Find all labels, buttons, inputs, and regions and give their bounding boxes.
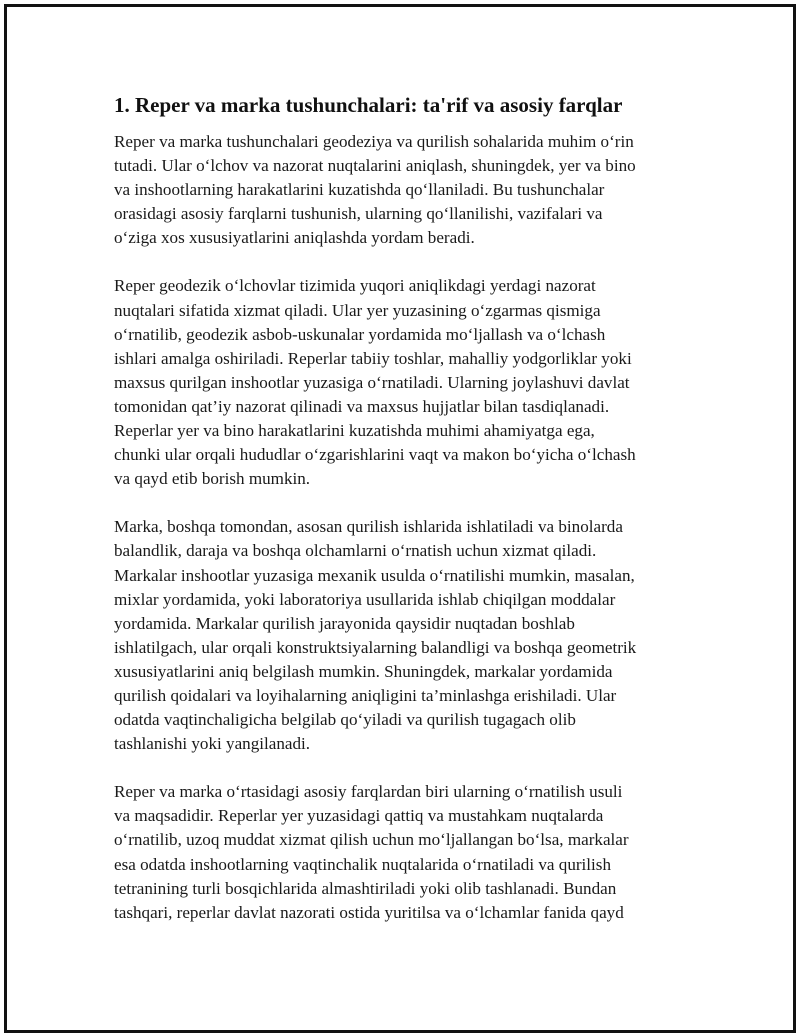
paragraph-list <box>114 130 686 925</box>
text-line: o‘ziga xos xususiyatlarini aniqlashda yordam beradi. <box>114 228 475 248</box>
text-line: chunki ular orqali hududlar o‘zgarishlarini vaqt va makon bo‘yicha o‘lchash <box>114 445 636 465</box>
text-line: ishlatilgach, ular orqali konstruktsiyalarning balandligi va boshqa geometrik <box>114 637 637 657</box>
text-line: mixlar yordamida, yoki laboratoriya usullarida ishlab chiqilgan moddalar <box>114 589 616 609</box>
text-line: tashqari, reperlar davlat nazorati ostida yuritilsa va o‘lchamlar fanida qayd <box>114 902 624 922</box>
text-line: Marka, boshqa tomondan, asosan qurilish ishlarida ishlatiladi va binolarda <box>114 517 623 537</box>
section-heading: 1. Reper va marka tushunchalari: ta'rif va asosiy farqlar <box>114 93 623 117</box>
text-line: o‘rnatilib, uzoq muddat xizmat qilish uchun mo‘ljallangan bo‘lsa, markalar <box>114 830 629 850</box>
text-line: odatda vaqtinchaligicha belgilab qo‘yiladi va qurilish tugagach olib <box>114 710 576 730</box>
text-line: xususiyatlarini aniq belgilash mumkin. Shuningdek, markalar yordamida <box>114 661 613 681</box>
text-line: tutadi. Ular o‘lchov va nazorat nuqtalarini aniqlash, shuningdek, yer va bino <box>114 156 636 176</box>
document-body <box>114 91 686 949</box>
text-line: Reperlar yer va bino harakatlarini kuzatishda muhimi ahamiyatga ega, <box>114 421 595 441</box>
text-line: nuqtalari sifatida xizmat qiladi. Ular yer yuzasining o‘zgarmas qismiga <box>114 300 601 320</box>
text-line: va inshootlarning harakatlarini kuzatishda qo‘llaniladi. Bu tushunchalar <box>114 180 605 200</box>
paragraph <box>114 130 686 250</box>
text-line: balandlik, daraja va boshqa olchamlarni o‘rnatish uchun xizmat qiladi. <box>114 541 597 561</box>
text-line: orasidagi asosiy farqlarni tushunish, ularning qo‘llanilishi, vazifalari va <box>114 204 603 224</box>
text-line: va qayd etib borish mumkin. <box>114 469 311 489</box>
text-line: Markalar inshootlar yuzasiga mexanik usulda o‘rnatilishi mumkin, masalan, <box>114 565 635 585</box>
text-line: tashlanishi yoki yangilanadi. <box>114 734 311 754</box>
paragraph <box>114 274 686 491</box>
text-line: maxsus qurilgan inshootlar yuzasiga o‘rnatiladi. Ularning joylashuvi davlat <box>114 372 630 392</box>
paragraph <box>114 515 686 756</box>
text-line: yordamida. Markalar qurilish jarayonida qaysidir nuqtadan boshlab <box>114 613 575 633</box>
paragraph <box>114 780 686 925</box>
text-line: Reper geodezik o‘lchovlar tizimida yuqori aniqlikdagi yerdagi nazorat <box>114 276 596 296</box>
text-line: Reper va marka o‘rtasidagi asosiy farqlardan biri ularning o‘rnatilish usuli <box>114 782 623 802</box>
text-line: tomonidan qat’iy nazorat qilinadi va maxsus hujjatlar bilan tasdiqlanadi. <box>114 396 610 416</box>
text-line: tetranining turli bosqichlarida almashtiriladi yoki olib tashlanadi. Bundan <box>114 878 617 898</box>
text-line: esa odatda inshootlarning vaqtinchalik nuqtalarida o‘rnatiladi va qurilish <box>114 854 612 874</box>
text-line: Reper va marka tushunchalari geodeziya va qurilish sohalarida muhim o‘rin <box>114 132 634 151</box>
text-line: qurilish qoidalari va loyihalarning aniqligini ta’minlashga erishiladi. Ular <box>114 685 617 705</box>
text-line: va maqsadidir. Reperlar yer yuzasidagi qattiq va mustahkam nuqtalarda <box>114 806 604 826</box>
text-line: ishlari amalga oshiriladi. Reperlar tabiiy toshlar, mahalliy yodgorliklar yoki <box>114 348 632 368</box>
text-line: o‘rnatilib, geodezik asbob-uskunalar yordamida mo‘ljallash va o‘lchash <box>114 324 606 344</box>
